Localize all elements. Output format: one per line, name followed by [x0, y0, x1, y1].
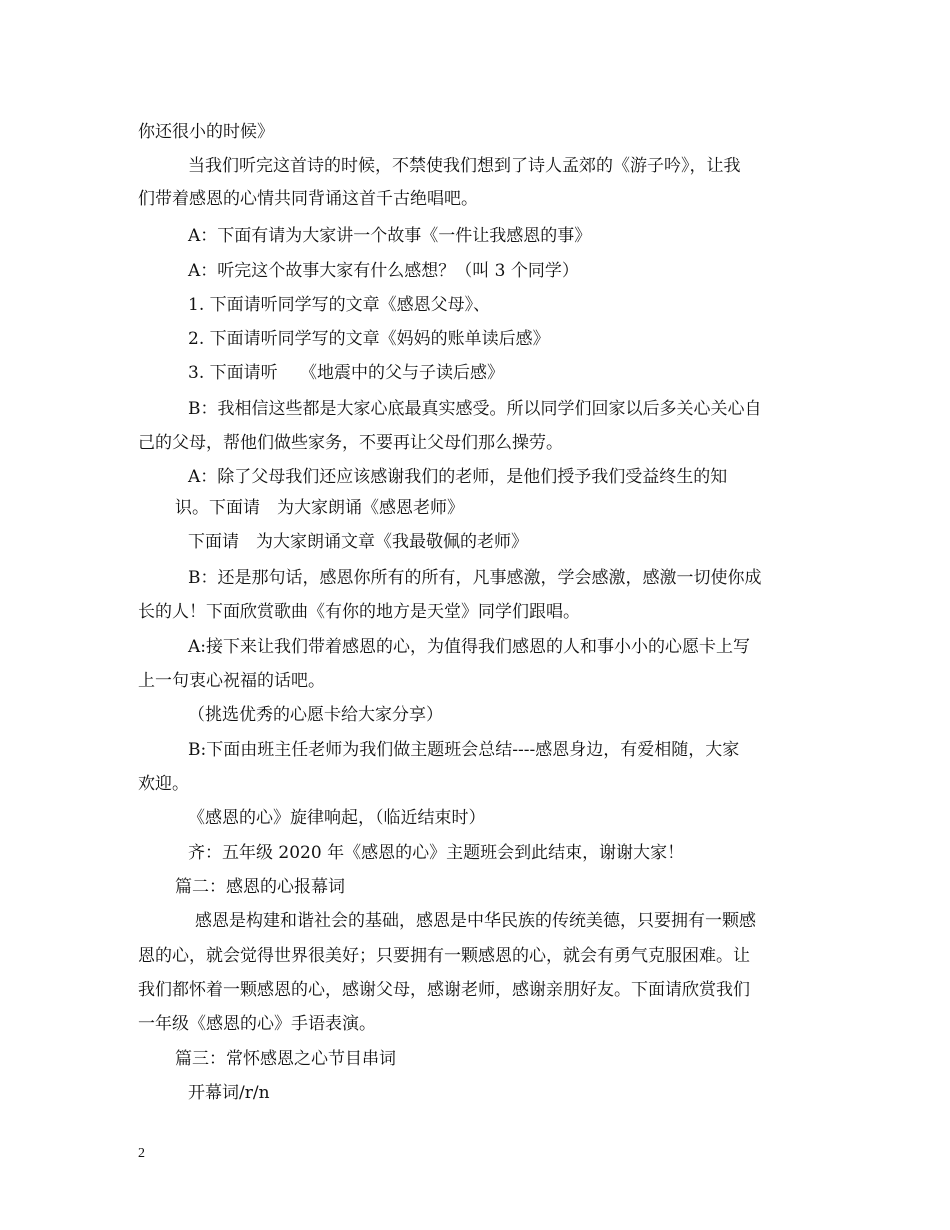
text-line: 长的人！下面欣赏歌曲《有你的地方是天堂》同学们跟唱。: [138, 602, 580, 622]
section-heading: 篇二：感恩的心报幕词: [175, 877, 345, 897]
list-item: 1. 下面请听同学写的文章《感恩父母》、: [188, 295, 491, 315]
text-line: 恩的心，就会觉得世界很美好；只要拥有一颗感恩的心，就会有勇气克服困难。让: [138, 946, 750, 966]
text-line: 欢迎。: [138, 774, 189, 794]
text-line: B:下面由班主任老师为我们做主题班会总结----感恩身边，有爱相随，大家: [188, 740, 740, 760]
text-line: 上一句衷心祝福的话吧。: [138, 671, 325, 691]
text-line: 一年级《感恩的心》手语表演。: [138, 1014, 376, 1034]
text-line: A：除了父母我们还应该感谢我们的老师，是他们授予我们受益终生的知: [188, 467, 728, 487]
text-line: （挑选优秀的心愿卡给大家分享）: [188, 705, 443, 725]
text-line: B：我相信这些都是大家心底最真实感受。所以同学们回家以后多关心关心自: [188, 399, 762, 419]
text-line: 我们都怀着一颗感恩的心，感谢父母，感谢老师，感谢亲朋好友。下面请欣赏我们: [138, 980, 750, 1000]
text-line: A：下面有请为大家讲一个故事《一件让我感恩的事》: [188, 226, 592, 246]
list-item: 2. 下面请听同学写的文章《妈妈的账单读后感》: [188, 329, 550, 349]
text-line: 你还很小的时候》: [138, 122, 274, 142]
text-line: B：还是那句话，感恩你所有的所有，凡事感激，学会感激，感激一切使你成: [188, 568, 762, 588]
text-line: 识。下面请 为大家朗诵《感恩老师》: [175, 498, 464, 518]
text-line: 《感恩的心》旋律响起，（临近结束时）: [188, 808, 486, 828]
text-line: A：听完这个故事大家有什么感想？（叫 3 个同学）: [188, 261, 579, 281]
text-line: A:接下来让我们带着感恩的心，为值得我们感恩的人和事小小的心愿卡上写: [188, 637, 751, 657]
text-line: 开幕词/r/n: [188, 1083, 270, 1103]
text-line: 己的父母，帮他们做些家务，不要再让父母们那么操劳。: [138, 433, 563, 453]
section-heading: 篇三：常怀感恩之心节目串词: [175, 1049, 396, 1069]
text-line: 当我们听完这首诗的时候，不禁使我们想到了诗人孟郊的《游子吟》，让我: [188, 156, 741, 176]
text-line: 感恩是构建和谐社会的基础，感恩是中华民族的传统美德，只要拥有一颗感: [195, 911, 756, 931]
text-line: 们带着感恩的心情共同背诵这首千古绝唱吧。: [138, 189, 478, 209]
list-item: 3. 下面请听 《地震中的父与子读后感》: [188, 363, 505, 383]
page-number: 2: [138, 1146, 145, 1161]
text-line: 齐：五年级 2020 年《感恩的心》主题班会到此结束，谢谢大家！: [188, 843, 685, 863]
text-line: 下面请 为大家朗诵文章《我最敬佩的老师》: [188, 532, 528, 552]
